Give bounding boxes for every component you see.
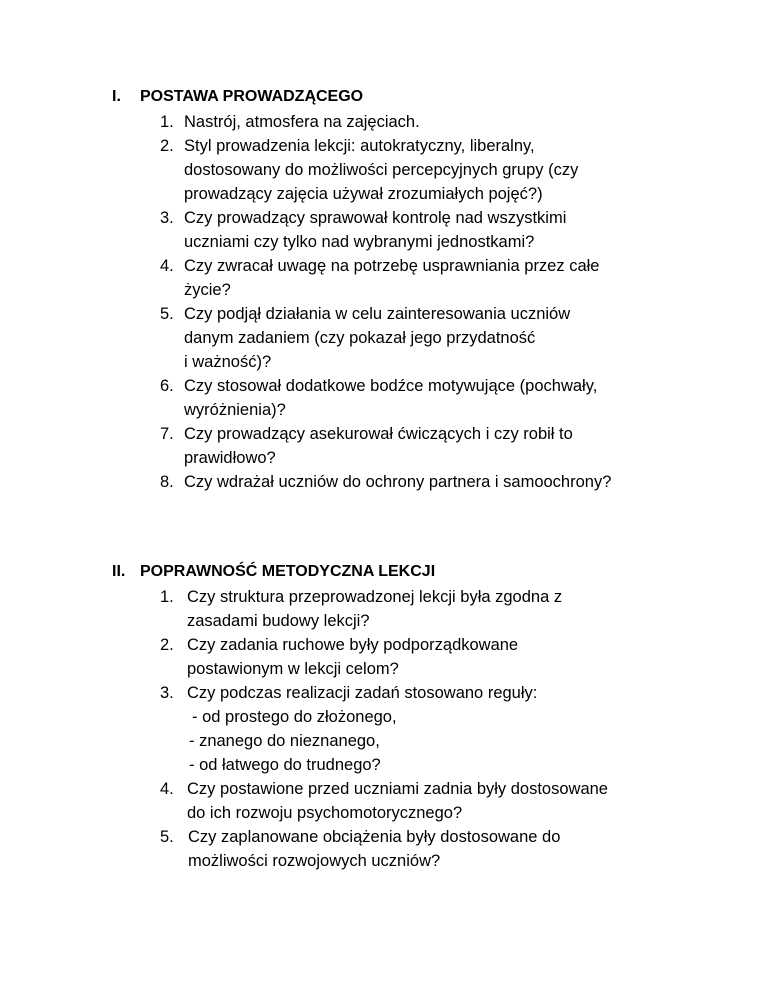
list-item-number: 7. <box>160 425 174 443</box>
list-item-text: uczniami czy tylko nad wybranymi jednostkami? <box>184 233 535 251</box>
section-poprawnosc-metodyczna <box>0 559 768 873</box>
list-item-text: Czy stosował dodatkowe bodźce motywujące (pochwały, <box>184 377 598 395</box>
list-item-text: postawionym w lekcji celom? <box>187 660 399 678</box>
list-item <box>0 374 768 422</box>
list-item-text: i ważność)? <box>184 353 272 371</box>
section-title: POPRAWNOŚĆ METODYCZNA LEKCJI <box>140 563 436 580</box>
list-item-text: Czy podczas realizacji zadań stosowano reguły: <box>187 684 538 702</box>
list-item-subline: - znanego do nieznanego, <box>189 732 380 750</box>
list-item-text: danym zadaniem (czy pokazał jego przydatność <box>184 329 536 347</box>
list-item-number: 6. <box>160 377 174 395</box>
list-item-subline: - od prostego do złożonego, <box>192 708 397 726</box>
list-item <box>0 681 768 777</box>
list-item-text: Styl prowadzenia lekcji: autokratyczny, liberalny, <box>184 137 535 155</box>
list-item-number: 1. <box>160 113 174 131</box>
list-item-text: Czy zadania ruchowe były podporządkowane <box>187 636 519 654</box>
list-item-text: Czy prowadzący sprawował kontrolę nad wszystkimi <box>184 209 567 227</box>
list-item-text: wyróżnienia)? <box>184 401 286 419</box>
list-item-text: życie? <box>184 281 231 299</box>
list-item <box>0 470 768 494</box>
list-item <box>0 585 768 633</box>
list-item-text: prowadzący zajęcia używał zrozumiałych pojęć?) <box>184 185 543 203</box>
section-postawa-prowadzacego <box>0 84 768 494</box>
section-heading <box>0 559 768 585</box>
list-item-number: 2. <box>160 636 174 654</box>
list-item-number: 5. <box>160 305 174 323</box>
list-item <box>0 633 768 681</box>
list-item <box>0 206 768 254</box>
list-item-text: Nastrój, atmosfera na zajęciach. <box>184 113 420 131</box>
list-item-number: 4. <box>160 780 174 798</box>
list-item-number: 1. <box>160 588 174 606</box>
list-item-number: 3. <box>160 684 174 702</box>
section-numeral: II. <box>112 563 126 580</box>
list-item <box>0 422 768 470</box>
list-item <box>0 777 768 825</box>
list-item-subline: - od łatwego do trudnego? <box>189 756 381 774</box>
list-item-text: dostosowany do możliwości percepcyjnych grupy (czy <box>184 161 579 179</box>
list-item-text: Czy zwracał uwagę na potrzebę usprawniania przez całe <box>184 257 600 275</box>
list-item-number: 8. <box>160 473 174 491</box>
list-item-text: Czy podjął działania w celu zainteresowania uczniów <box>184 305 571 323</box>
list-item-number: 3. <box>160 209 174 227</box>
list-item-number: 5. <box>160 828 174 846</box>
list-item <box>0 254 768 302</box>
list-item-text: Czy wdrażał uczniów do ochrony partnera i samoochrony? <box>184 473 612 491</box>
list-item <box>0 825 768 873</box>
list-item <box>0 110 768 134</box>
list-item-text: możliwości rozwojowych uczniów? <box>188 852 441 870</box>
list-item-text: do ich rozwoju psychomotorycznego? <box>187 804 463 822</box>
list-item <box>0 302 768 374</box>
list-item-text: Czy zaplanowane obciążenia były dostosowane do <box>188 828 561 846</box>
list-item-text: Czy struktura przeprowadzonej lekcji była zgodna z <box>187 588 563 606</box>
list-item-text: prawidłowo? <box>184 449 276 467</box>
list-item-number: 4. <box>160 257 174 275</box>
list-item-text: zasadami budowy lekcji? <box>187 612 370 630</box>
list-item-number: 2. <box>160 137 174 155</box>
list-item-text: Czy prowadzący asekurował ćwiczących i czy robił to <box>184 425 573 443</box>
section-heading <box>0 84 768 110</box>
section-numeral: I. <box>112 88 121 105</box>
list-item <box>0 134 768 206</box>
list-item-text: Czy postawione przed uczniami zadnia były dostosowane <box>187 780 608 798</box>
section-title: POSTAWA PROWADZĄCEGO <box>140 88 364 105</box>
